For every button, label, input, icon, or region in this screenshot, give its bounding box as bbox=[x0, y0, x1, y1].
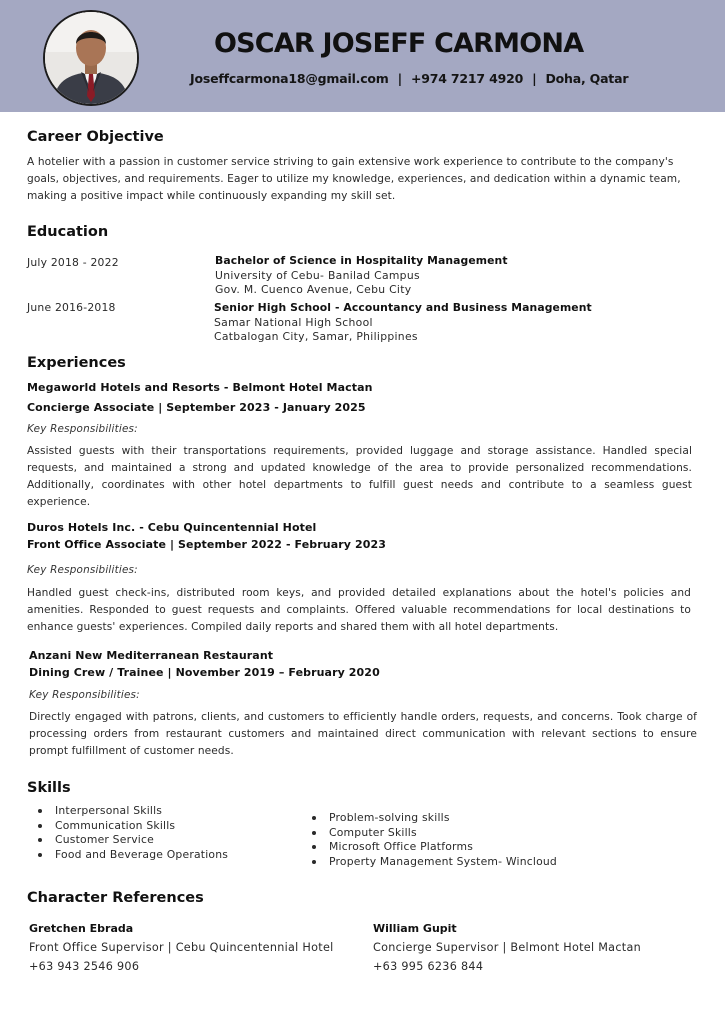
separator: | bbox=[397, 71, 403, 86]
separator: | bbox=[532, 71, 537, 86]
reference-role: Front Office Supervisor | Cebu Quincentennial Hotel bbox=[29, 941, 334, 954]
skills-list-right bbox=[301, 811, 557, 869]
phone-text: +974 7217 4920 bbox=[411, 71, 524, 86]
section-title-skills: Skills bbox=[27, 780, 71, 796]
section-title-career-objective: Career Objective bbox=[27, 129, 164, 145]
job-position: Concierge Associate | September 2023 - January 2025 bbox=[27, 401, 366, 414]
key-responsibilities-label: Key Responsibilities: bbox=[27, 564, 138, 576]
job-company: Duros Hotels Inc. - Cebu Quincentennial Hotel bbox=[27, 521, 317, 534]
job-position: Front Office Associate | September 2022 - February 2023 bbox=[27, 538, 386, 551]
skill-item: Interpersonal Skills bbox=[27, 804, 228, 819]
reference-phone: +63 995 6236 844 bbox=[373, 960, 484, 973]
education-address: Catbalogan City, Samar, Philippines bbox=[214, 330, 418, 343]
person-photo-icon bbox=[45, 12, 137, 104]
skill-item: Customer Service bbox=[27, 833, 228, 848]
education-date: July 2018 - 2022 bbox=[27, 256, 119, 269]
education-degree: Bachelor of Science in Hospitality Management bbox=[215, 254, 508, 267]
reference-role: Concierge Supervisor | Belmont Hotel Mactan bbox=[373, 941, 642, 954]
skill-item: Communication Skills bbox=[27, 819, 228, 834]
section-title-experiences: Experiences bbox=[27, 355, 126, 371]
reference-name: Gretchen Ebrada bbox=[29, 922, 134, 935]
job-description: Directly engaged with patrons, clients, and customers to efficiently handle orders, requests, and concerns. Took charge of processing orders from restaurant customers and maintained direct communication with relevant sections to ensure prompt fulfillment of customer needs. bbox=[29, 711, 697, 757]
skill-item: Property Management System- Wincloud bbox=[301, 855, 557, 870]
job-company: Megaworld Hotels and Resorts - Belmont Hotel Mactan bbox=[27, 381, 373, 394]
education-degree: Senior High School - Accountancy and Business Management bbox=[214, 301, 592, 314]
education-details bbox=[215, 254, 508, 298]
key-responsibilities-label: Key Responsibilities: bbox=[27, 423, 138, 435]
key-responsibilities-label: Key Responsibilities: bbox=[29, 689, 140, 701]
reference-name: William Gupit bbox=[373, 922, 457, 935]
education-date: June 2016-2018 bbox=[27, 301, 116, 314]
skills-list-left bbox=[27, 804, 228, 862]
career-objective-text: A hotelier with a passion in customer service striving to gain extensive work experience to contribute to the company's goals, objectives, and requirements. Eager to utilize my knowledge, experiences, and dedication within a dynamic team, making a positive impact while continuously expanding my skill set. bbox=[27, 156, 681, 202]
job-description: Assisted guests with their transportations requirements, provided luggage and storage assistance. Handled special requests, and maintained a strong and updated knowledge of the area to provide personalized recommendations. Additionally, coordinates with other hotel departments to fulfill guest needs and contribute to a seamless guest experience. bbox=[27, 445, 692, 508]
job-company: Anzani New Mediterranean Restaurant bbox=[29, 649, 274, 662]
skill-item: Computer Skills bbox=[301, 826, 557, 841]
job-position: Dining Crew / Trainee | November 2019 – February 2020 bbox=[29, 666, 380, 679]
profile-photo bbox=[43, 10, 139, 106]
education-details bbox=[214, 301, 592, 345]
contact-line bbox=[190, 71, 628, 86]
header-banner bbox=[0, 0, 725, 112]
candidate-name: OSCAR JOSEFF CARMONA bbox=[214, 28, 584, 59]
section-title-education: Education bbox=[27, 224, 109, 240]
reference-phone: +63 943 2546 906 bbox=[29, 960, 140, 973]
reference-entry bbox=[373, 922, 713, 973]
location-text: Doha, Qatar bbox=[545, 71, 629, 86]
education-address: Gov. M. Cuenco Avenue, Cebu City bbox=[215, 283, 412, 296]
job-description: Handled guest check-ins, distributed room keys, and provided detailed explanations about the hotel's policies and amenities. Responded to guest requests and complaints. Offered valuable recommendations for local destinations to enhance guests' experiences. Compiled daily reports and shared them with all hotel departments. bbox=[27, 587, 691, 633]
skill-item: Microsoft Office Platforms bbox=[301, 840, 557, 855]
email-text: Joseffcarmona18@gmail.com bbox=[190, 71, 389, 86]
skill-item: Food and Beverage Operations bbox=[27, 848, 228, 863]
education-school: Samar National High School bbox=[214, 315, 373, 329]
education-school: University of Cebu- Banilad Campus bbox=[215, 268, 420, 282]
skill-item: Problem-solving skills bbox=[301, 811, 557, 826]
section-title-references: Character References bbox=[27, 890, 204, 906]
reference-entry bbox=[29, 922, 369, 973]
